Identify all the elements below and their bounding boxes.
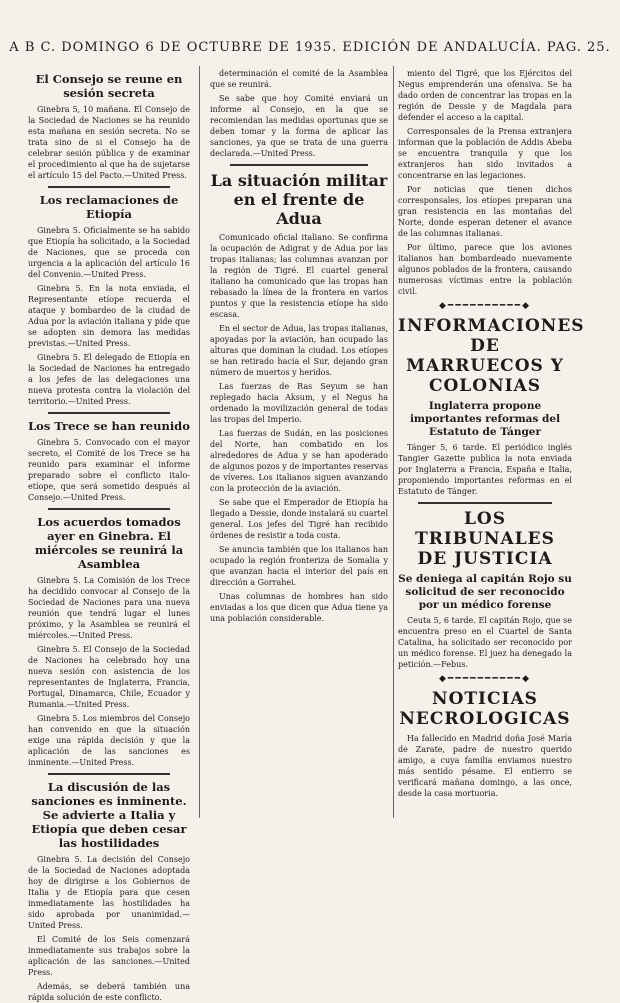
- headline: Los reclamaciones de Etiopía: [39, 193, 179, 221]
- divider: [230, 164, 368, 166]
- paragraph: Se sabe que el Emperador de Etiopía ha llegado a Dessie, donde instalará su cuartel general. Los jefes del Tigré han recibido órdenes de resistir a toda costa.: [210, 498, 388, 540]
- page-header: A B C. DOMINGO 6 DE OCTUBRE DE 1935. EDICIÓN DE ANDALUCÍA. PAG. 25.: [9, 40, 611, 55]
- paragraph: Ha fallecido en Madrid doña José María de Zarate, padre de nuestro querido amigo, a cuya familia enviamos nuestro más sentido pésame. El entierro se verificará mañana domingo, a las once, desde la casa mortuoria.: [398, 734, 572, 798]
- paragraph: Ginebra 5, 10 mañana. El Consejo de la Sociedad de Naciones se ha reunido esta mañana en sesión secreta. No se trata sino de si el Consejo ha de celebrar sesión pública y de examinar el procedimiento al que ha de sujetarse el artículo 15 del Pacto.—United Press.: [28, 105, 190, 180]
- column-1: [28, 68, 190, 1002]
- headline: La discusión de las sanciones es inminente. Se advierte a Italia y Etiopía que deben cesar las hostilidades: [31, 780, 187, 850]
- paragraph: Ginebra 5. El Consejo de la Sociedad de Naciones ha celebrado hoy una nueva sesión con asistencia de los representantes de Inglaterra, Francia, Portugal, Dinamarca, Chile, Ecuador y Rumania.—United Press.: [28, 645, 190, 709]
- section-title: INFORMACIONES DE MARRUECOS Y COLONIAS: [398, 316, 585, 396]
- ornament-divider: ◆━━━━━━━━━━◆: [438, 674, 532, 684]
- divider: [48, 186, 170, 188]
- paragraph: Por noticias que tienen dichos corresponsales, los etíopes preparan una gran resistencia en las montañas del Norte, donde esperan detener el avance de las columnas italianas.: [398, 185, 572, 238]
- ornament-divider: ◆━━━━━━━━━━◆: [438, 301, 532, 311]
- paragraph: Ginebra 5. En la nota enviada, el Representante etíope recuerda el ataque y bombardeo de la ciudad de Adua por la aviación italiana y pide que se adopten sin demora las medidas previstas.—United Press.: [28, 284, 190, 348]
- paragraph: El Comité de los Seis comenzará inmediatamente sus trabajos sobre la aplicación de las sanciones.—United Press.: [28, 935, 190, 977]
- paragraph: Ginebra 5. Convocado con el mayor secreto, el Comité de los Trece se ha reunido para examinar el informe preparado sobre el conflicto italo-etíope, que será sometido después al Consejo.—United Press.: [28, 438, 190, 502]
- column-3: [398, 68, 585, 818]
- paragraph: Se anuncia también que los italianos han ocupado la región fronteriza de Somalia y que avanzan hacia el interior del país en dirección a Gorrahei.: [210, 545, 388, 587]
- divider: [48, 773, 170, 775]
- divider: [48, 412, 170, 414]
- paragraph: determinación el comité de la Asamblea que se reunirá.: [210, 69, 388, 89]
- paragraph: Ginebra 5. El delegado de Etiopía en la Sociedad de Naciones ha entregado a los jefes de las delegaciones una nueva protesta contra la violación del territorio.—United Press.: [28, 353, 190, 406]
- section-title: LOS TRIBUNALES DE JUSTICIA: [415, 509, 555, 569]
- paragraph: Comunicado oficial italiano. Se confirma la ocupación de Adigrat y de Adua por las tropas italianas; las columnas avanzan por la región de Tigré. El cuartel general italiano ha comunicado que las tropas han rebasado la línea de la frontera en varios puntos y que la resistencia etíope ha sido escasa.: [210, 233, 388, 319]
- paragraph: Además, se deberá también una rápida solución de este conflicto.: [28, 982, 190, 1002]
- headline: Los Trece se han reunido: [28, 419, 190, 433]
- paragraph: Corresponsales de la Prensa extranjera informan que la población de Addis Abeba se encuentra tranquila y que los extranjeros han sido invitados a concentrarse en las legaciones.: [398, 127, 572, 180]
- paragraph: En el sector de Adua, las tropas italianas, apoyadas por la aviación, han ocupado las alturas que dominan la ciudad. Los etíopes se han retirado hacia el Sur, dejando gran número de muertos y heridos.: [210, 324, 388, 377]
- paragraph: Ceuta 5, 6 tarde. El capitán Rojo, que se encuentra preso en el Cuartel de Santa Catalina, ha solicitado ser reconocido por un médico forense. El juez ha denegado la petición.—Febus.: [398, 616, 572, 669]
- column-rule: [199, 66, 200, 818]
- paragraph: Ginebra 5. Los miembros del Consejo han convenido en que la situación exige una rápida decisión y que la aplicación de las sanciones es inminente.—United Press.: [28, 714, 190, 767]
- headline: La situación militar en el frente de Adua: [210, 171, 388, 228]
- headline: Los acuerdos tomados ayer en Ginebra. El miércoles se reunirá la Asamblea: [34, 515, 184, 571]
- paragraph: Por último, parece que los aviones italianos han bombardeado nuevamente algunos poblados de la frontera, causando numerosas víctimas entre la población civil.: [398, 243, 572, 296]
- divider: [418, 502, 552, 504]
- section-title: NOTICIAS NECROLOGICAS: [399, 689, 571, 729]
- headline: Se deniega al capitán Rojo su solicitud de ser reconocido por un médico forense: [398, 573, 572, 611]
- column-2: [210, 68, 388, 818]
- paragraph: miento del Tigré, que los Ejércitos del Negus emprenderán una ofensiva. Se ha dado orden de concentrar las tropas en la región de Dessie y de Magdala para defender el acceso a la capital.: [398, 69, 572, 122]
- paragraph: Se sabe que hoy Comité enviará un informe al Consejo, en la que se recomiendan las medidas oportunas que se deben tomar y la forma de aplicar las sanciones, ya que se trata de una guerra declarada.—United Press.: [210, 94, 388, 158]
- paragraph: Las fuerzas de Ras Seyum se han replegado hacia Aksum, y el Negus ha ordenado la movilización general de todas las tropas del Imperio.: [210, 382, 388, 424]
- paragraph: Ginebra 5. Oficialmente se ha sabido que Etiopía ha solicitado, a la Sociedad de Naciones, que se proceda con urgencia a la aplicación del artículo 16 del Convenio.—United Press.: [28, 226, 190, 279]
- column-rule: [393, 66, 394, 818]
- headline: El Consejo se reune en sesión secreta: [35, 72, 183, 100]
- paragraph: Tánger 5, 6 tarde. El periódico inglés Tangier Gazette publica la nota enviada por Inglaterra a Francia, España e Italia, proponiendo importantes reformas en el Estatuto de Tánger.: [398, 443, 572, 496]
- paragraph: Ginebra 5. La Comisión de los Trece ha decidido convocar al Consejo de la Sociedad de Naciones para una nueva reunión que tendrá lugar el lunes próximo, y la Asamblea se reunirá el miércoles.—United Press.: [28, 576, 190, 640]
- paragraph: Las fuerzas de Sudán, en las posiciones del Norte, han combatido en los alrededores de Adua y se han apoderado de algunos pozos y de importantes reservas de víveres. Los italianos siguen avanzando con la protección de la aviación.: [210, 429, 388, 493]
- divider: [48, 508, 170, 510]
- paragraph: Ginebra 5. La decisión del Consejo de la Sociedad de Naciones adoptada hoy de dirigirse a los Gobiernos de Italia y de Etiopía para que cesen inmediatamente las hostilidades ha sido aprobada por unanimidad.—United Press.: [28, 855, 190, 930]
- headline: Inglaterra propone importantes reformas del Estatuto de Tánger: [409, 400, 561, 438]
- paragraph: Unas columnas de hombres han sido enviadas a los que dicen que Adua tiene ya una población considerable.: [210, 592, 388, 623]
